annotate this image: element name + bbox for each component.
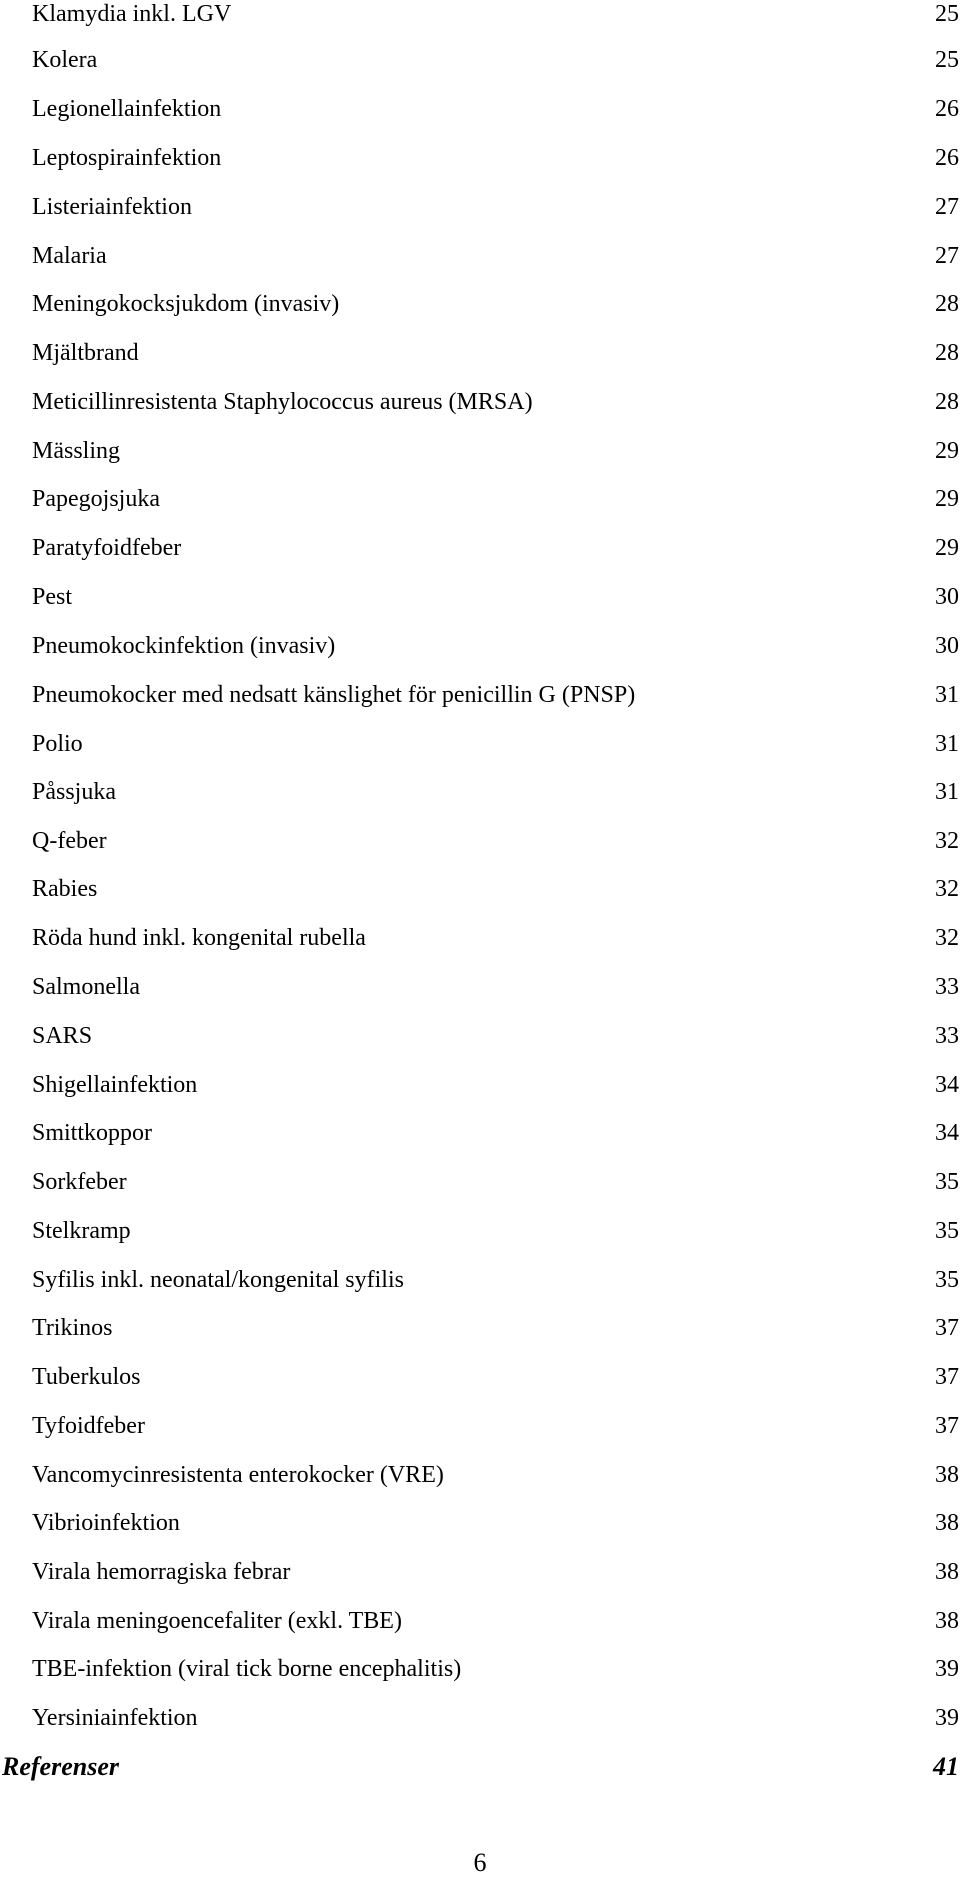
toc-entry-label: Mjältbrand <box>32 340 139 366</box>
toc-entry <box>32 479 959 519</box>
toc-section-references <box>2 1747 959 1787</box>
toc-entry-label: Vibrioinfektion <box>32 1510 180 1536</box>
toc-entry <box>32 1552 959 1592</box>
toc-entry-page: 35 <box>935 1169 959 1195</box>
toc-entry-label: Listeriainfektion <box>32 194 192 220</box>
toc-entry-page: 37 <box>935 1413 959 1439</box>
toc-entry-page: 30 <box>935 633 959 659</box>
toc-entry <box>32 675 959 715</box>
toc-entry <box>32 918 959 958</box>
toc-entry-page: 32 <box>935 925 959 951</box>
toc-entry <box>32 1698 959 1738</box>
toc-section-label: Referenser <box>2 1752 119 1781</box>
toc-entry-label: Virala meningoencefaliter (exkl. TBE) <box>32 1608 402 1634</box>
toc-entry <box>32 236 959 276</box>
toc-entry <box>32 431 959 471</box>
toc-entry-page: 28 <box>935 389 959 415</box>
toc-entry-page: 29 <box>935 438 959 464</box>
toc-entry-page: 28 <box>935 291 959 317</box>
toc-entry-page: 30 <box>935 584 959 610</box>
toc-entry <box>32 284 959 324</box>
toc-entry-label: Yersiniainfektion <box>32 1705 198 1731</box>
toc-entry <box>32 869 959 909</box>
toc-entry <box>32 1113 959 1153</box>
toc-entry-page: 25 <box>935 1 959 27</box>
toc-section-page: 41 <box>933 1752 959 1781</box>
toc-entry-label: Tyfoidfeber <box>32 1413 145 1439</box>
toc-entry-label: Påssjuka <box>32 779 116 805</box>
toc-entry-page: 27 <box>935 194 959 220</box>
toc-entry <box>32 0 959 34</box>
toc-entry-page: 29 <box>935 535 959 561</box>
toc-entry-page: 34 <box>935 1072 959 1098</box>
toc-entry <box>32 138 959 178</box>
toc-entry-page: 37 <box>935 1315 959 1341</box>
toc-entry <box>32 1601 959 1641</box>
toc-entry-label: Tuberkulos <box>32 1364 141 1390</box>
toc-entry-page: 38 <box>935 1510 959 1536</box>
toc-entry <box>32 1065 959 1105</box>
toc-entry-page: 26 <box>935 96 959 122</box>
toc-entry-label: Pneumokockinfektion (invasiv) <box>32 633 336 659</box>
toc-entry-label: Trikinos <box>32 1315 113 1341</box>
toc-entry-page: 31 <box>935 682 959 708</box>
toc-entry-label: Malaria <box>32 243 107 269</box>
toc-entry <box>32 1162 959 1202</box>
toc-entry <box>32 967 959 1007</box>
toc-entry <box>32 821 959 861</box>
toc-entry <box>32 1016 959 1056</box>
toc-entry-label: Klamydia inkl. LGV <box>32 1 232 27</box>
toc-entry <box>32 724 959 764</box>
toc-entry <box>32 1260 959 1300</box>
toc-entry <box>32 1503 959 1543</box>
toc-entry-label: Meningokocksjukdom (invasiv) <box>32 291 340 317</box>
toc-entry-page: 39 <box>935 1656 959 1682</box>
toc-entry <box>32 1308 959 1348</box>
toc-entry-page: 38 <box>935 1462 959 1488</box>
toc-entry-page: 32 <box>935 876 959 902</box>
toc-entry-page: 35 <box>935 1267 959 1293</box>
toc-entry <box>32 333 959 373</box>
toc-entry-page: 31 <box>935 731 959 757</box>
toc-entry-label: Sorkfeber <box>32 1169 127 1195</box>
toc-entry-label: Papegojsjuka <box>32 486 160 512</box>
toc-entry-page: 33 <box>935 974 959 1000</box>
toc-entry <box>32 528 959 568</box>
toc-entry-page: 38 <box>935 1608 959 1634</box>
toc-entry-page: 35 <box>935 1218 959 1244</box>
toc-entry-label: Syfilis inkl. neonatal/kongenital syfilis <box>32 1267 404 1293</box>
toc-entry <box>32 382 959 422</box>
toc-entry-page: 25 <box>935 47 959 73</box>
toc-entry <box>32 1455 959 1495</box>
toc-entry-label: Virala hemorragiska febrar <box>32 1559 291 1585</box>
toc-entry <box>32 626 959 666</box>
toc-entry-label: Röda hund inkl. kongenital rubella <box>32 925 366 951</box>
toc-entry <box>32 187 959 227</box>
toc-entry-label: Pest <box>32 584 73 610</box>
toc-entry-label: Q-feber <box>32 828 107 854</box>
toc-entry-label: Pneumokocker med nedsatt känslighet för penicillin G (PNSP) <box>32 682 636 708</box>
toc-entry-label: Smittkoppor <box>32 1120 153 1146</box>
toc-entry-page: 27 <box>935 243 959 269</box>
toc-entry-page: 34 <box>935 1120 959 1146</box>
toc-entry-label: Vancomycinresistenta enterokocker (VRE) <box>32 1462 444 1488</box>
toc-entry <box>32 577 959 617</box>
toc-entry-page: 28 <box>935 340 959 366</box>
toc-entry-label: Paratyfoidfeber <box>32 535 182 561</box>
toc-entry <box>32 772 959 812</box>
toc-entry <box>32 1211 959 1251</box>
toc-entry-label: Leptospirainfektion <box>32 145 222 171</box>
toc-entry-label: Rabies <box>32 876 98 902</box>
toc-entry-page: 26 <box>935 145 959 171</box>
toc-entry-page: 37 <box>935 1364 959 1390</box>
toc-entry <box>32 40 959 80</box>
toc-entry-label: Mässling <box>32 438 121 464</box>
toc-entry <box>32 1649 959 1689</box>
toc-entry-label: Stelkramp <box>32 1218 131 1244</box>
toc-entry <box>32 89 959 129</box>
toc-entry-page: 39 <box>935 1705 959 1731</box>
page-number: 6 <box>473 1848 487 1877</box>
toc-entry-label: Salmonella <box>32 974 140 1000</box>
toc-entry-page: 29 <box>935 486 959 512</box>
toc-entry-label: TBE-infektion (viral tick borne encephalitis) <box>32 1656 462 1682</box>
toc-entry-label: Legionellainfektion <box>32 96 222 122</box>
toc-entry-label: Shigellainfektion <box>32 1072 198 1098</box>
toc-entry-label: SARS <box>32 1023 93 1049</box>
toc-entry-label: Meticillinresistenta Staphylococcus aureus (MRSA) <box>32 389 533 415</box>
toc-entry-page: 31 <box>935 779 959 805</box>
toc-entry <box>32 1406 959 1446</box>
toc-entry <box>32 1357 959 1397</box>
toc-entry-page: 38 <box>935 1559 959 1585</box>
toc-entry-page: 32 <box>935 828 959 854</box>
toc-entry-label: Polio <box>32 731 83 757</box>
toc-entry-page: 33 <box>935 1023 959 1049</box>
toc-entry-label: Kolera <box>32 47 98 73</box>
